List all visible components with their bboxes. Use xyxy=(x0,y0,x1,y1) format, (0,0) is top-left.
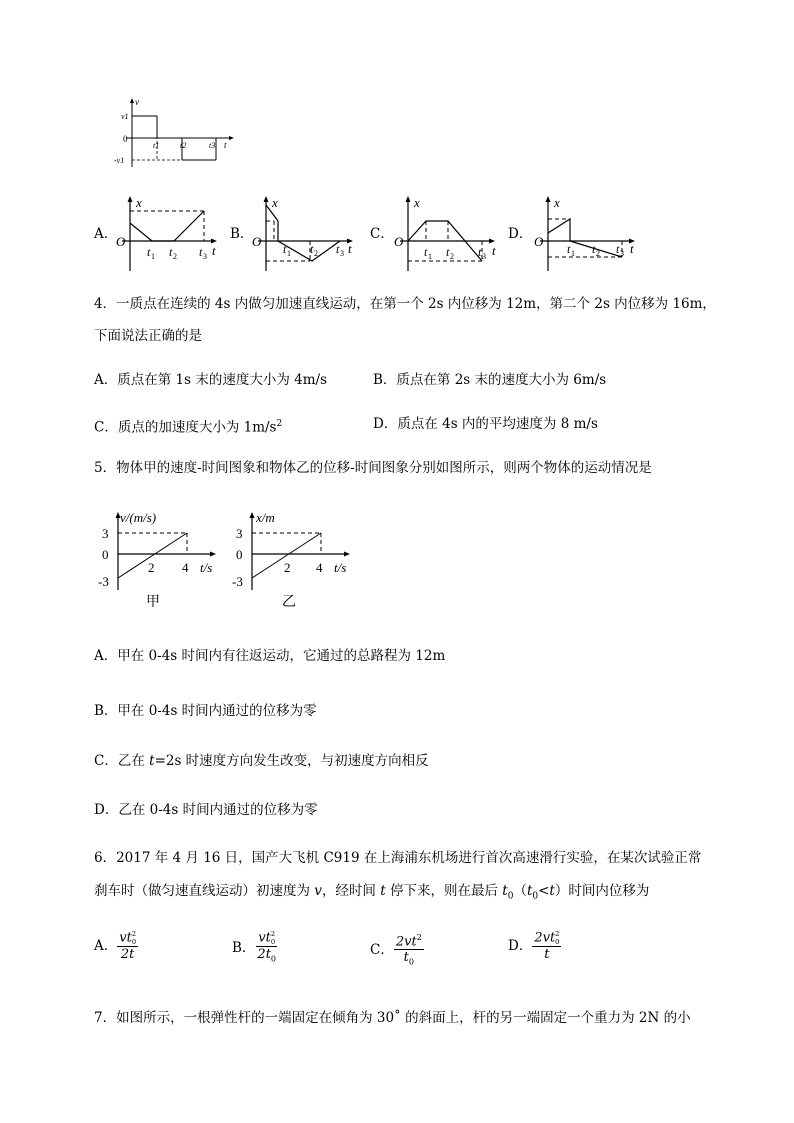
origin-label: 0 xyxy=(123,134,128,144)
yi-y-zero: 0 xyxy=(236,547,243,562)
q3-option-b-graph[interactable] xyxy=(250,193,360,273)
jia-y-top: 3 xyxy=(102,526,109,541)
q6-text-c: 停下来，则在最后 xyxy=(385,883,503,899)
q6-sub-0: 0 xyxy=(507,891,514,902)
q3-option-b-letter[interactable]: B． xyxy=(230,226,254,242)
t3-label: t xyxy=(336,242,340,256)
q5-option-c-post: =2s 时速度方向发生改变，与初速度方向相反 xyxy=(154,753,429,769)
q5-option-b[interactable]: B．甲在 0-4s 时间内通过的位移为零 xyxy=(94,703,317,719)
x-axis-label: x xyxy=(136,195,142,210)
jia-caption: 甲 xyxy=(146,595,160,610)
frac-den: 2t xyxy=(257,947,271,962)
q5-option-c-var: t xyxy=(149,753,155,769)
t3-label: t xyxy=(199,245,203,259)
t1-label: t xyxy=(147,245,151,259)
q4-option-b[interactable]: B．质点在第 2s 末的速度大小为 6m/s xyxy=(373,372,607,388)
t3-sub: 3 xyxy=(620,249,624,258)
q6-stem-line2 xyxy=(94,881,649,907)
q6-option-a[interactable] xyxy=(94,930,138,962)
origin-label: O xyxy=(534,234,544,249)
q6-stem-line1: 6．2017 年 4 月 16 日，国产大飞机 C919 在上海浦东机场进行首次高速滑行实验，在某次试验正常 xyxy=(94,850,702,866)
q6-option-c-fraction xyxy=(394,930,424,970)
frac-num-sup: 2 xyxy=(270,930,276,938)
yi-y-top: 3 xyxy=(236,526,243,541)
t2-label: t2 xyxy=(180,141,187,150)
q6-paren-open: （ xyxy=(513,883,527,899)
q6-option-b-letter: B． xyxy=(232,940,256,957)
q3-option-c-graph[interactable] xyxy=(392,193,502,273)
neg-v1-label: -v1 xyxy=(114,156,125,165)
frac-num-sub: 0 xyxy=(131,938,137,946)
t3-label: t xyxy=(616,242,620,256)
q6-text-j: ）时间内位移为 xyxy=(554,883,650,899)
q4-stem-line2: 下面说法正确的是 xyxy=(94,328,202,344)
t3-label: t3 xyxy=(209,141,216,150)
t1-label: t1 xyxy=(153,141,160,150)
t2-label: t xyxy=(446,245,450,259)
t3-label: t xyxy=(478,245,482,259)
q4-stem-line1: 4．一质点在连续的 4s 内做匀加速直线运动，在第一个 2s 内位移为 12m，第二个 2s 内位移为 16m， xyxy=(94,296,716,312)
q5-option-c[interactable] xyxy=(94,751,429,771)
t1-sub: 1 xyxy=(151,252,155,261)
q6-text-a: 刹车时（做匀速直线运动）初速度为 xyxy=(94,883,315,899)
vt-graph xyxy=(112,95,242,170)
t2-label: t xyxy=(592,242,596,256)
t1-sub: 1 xyxy=(428,252,432,261)
t3-sub: 3 xyxy=(340,249,344,258)
origin-label: O xyxy=(394,234,404,249)
frac-num: vt xyxy=(258,930,271,946)
t-axis-label: t xyxy=(492,243,496,258)
q5-graph-yi xyxy=(230,506,360,611)
q5-graph-jia xyxy=(96,506,226,611)
q4-option-c[interactable] xyxy=(94,414,282,438)
jia-x-end: 4 xyxy=(182,560,189,575)
jia-x-mid: 2 xyxy=(148,560,155,575)
yi-y-label: x/m xyxy=(256,510,275,525)
q6-option-d-letter: D． xyxy=(508,938,533,954)
q5-stem: 5．物体甲的速度-时间图象和物体乙的位移-时间图象分别如图所示，则两个物体的运动情况是 xyxy=(94,460,652,476)
x-axis-label: x xyxy=(272,195,278,210)
q4-option-a[interactable]: A．质点在第 1s 末的速度大小为 4m/s xyxy=(94,372,328,388)
q6-option-d-fraction xyxy=(532,930,561,962)
t2-sub: 2 xyxy=(450,252,454,261)
q6-option-b-fraction xyxy=(255,930,278,967)
frac-num-sub: 0 xyxy=(270,938,276,946)
q6-option-a-letter: A． xyxy=(94,938,118,954)
frac-den-sub: 0 xyxy=(270,954,277,964)
q6-option-d[interactable] xyxy=(508,930,561,962)
yi-x-mid: 2 xyxy=(284,560,291,575)
frac-num: 2vt xyxy=(534,930,556,946)
t1-label: t xyxy=(567,242,571,256)
t-axis-label: t xyxy=(348,241,352,256)
t3-sub: 3 xyxy=(482,252,486,261)
frac-den-sub: 0 xyxy=(408,957,414,967)
frac-den: t xyxy=(403,950,409,966)
q4-option-c-text: C．质点的加速度大小为 1m/s xyxy=(94,419,277,436)
frac-num: 2vt xyxy=(395,934,417,950)
v-axis-label: v xyxy=(135,97,139,107)
q5-option-a[interactable]: A．甲在 0-4s 时间内有往返运动，它通过的总路程为 12m xyxy=(94,648,446,664)
t-axis-label: t xyxy=(630,241,634,256)
jia-y-bottom: -3 xyxy=(98,574,109,589)
frac-den: t xyxy=(544,947,550,962)
q6-var-t: t xyxy=(380,883,386,899)
t1-label: t xyxy=(283,242,287,256)
t3-sub: 3 xyxy=(203,252,207,261)
t1-sub: 1 xyxy=(287,249,291,258)
q6-option-b[interactable] xyxy=(232,930,278,967)
frac-num-sup: 2 xyxy=(416,933,422,942)
t2-sub: 2 xyxy=(314,249,318,258)
q5-option-d[interactable]: D．乙在 0-4s 时间内通过的位移为零 xyxy=(94,802,318,818)
q3-option-d-letter[interactable]: D． xyxy=(508,226,533,242)
jia-y-zero: 0 xyxy=(102,547,109,562)
frac-num: vt xyxy=(119,930,132,946)
q7-stem: 7．如图所示，一根弹性杆的一端固定在倾角为 30˚ 的斜面上，杆的另一端固定一个重力为 2N 的小 xyxy=(94,1010,691,1026)
q3-option-a-letter[interactable]: A． xyxy=(94,226,118,242)
q3-option-d-graph[interactable] xyxy=(532,193,642,273)
t1-sub: 1 xyxy=(571,249,575,258)
origin-label: O xyxy=(116,234,126,249)
q6-option-c[interactable] xyxy=(370,930,424,970)
yi-x-end: 4 xyxy=(316,560,323,575)
jia-y-label: v/(m/s) xyxy=(120,510,157,525)
q3-option-c-letter[interactable]: C． xyxy=(370,226,394,242)
t2-label: t xyxy=(310,242,314,256)
t2-sub: 2 xyxy=(596,249,600,258)
q4-option-d[interactable]: D．质点在 4s 内的平均速度为 8 m/s xyxy=(373,416,598,432)
q6-text-b: ，经时间 xyxy=(321,883,381,899)
frac-num-sub: 0 xyxy=(555,938,560,946)
jia-x-label: t/s xyxy=(200,560,213,575)
origin-label: O xyxy=(252,234,262,249)
t1-label: t xyxy=(424,245,428,259)
frac-num-sup: 2 xyxy=(131,930,137,938)
q6-var-v: v xyxy=(314,883,322,899)
t2-sub: 2 xyxy=(173,252,177,261)
q6-lt: < xyxy=(538,883,550,899)
q6-sub-0b: 0 xyxy=(532,891,539,902)
q6-option-c-letter: C． xyxy=(370,941,394,958)
frac-den: 2t xyxy=(120,947,135,962)
q6-option-a-fraction xyxy=(117,930,138,962)
yi-x-label: t/s xyxy=(334,560,347,575)
q5-option-c-pre: C．乙在 xyxy=(94,753,150,769)
frac-num-sup: 2 xyxy=(555,930,560,938)
q3-option-a-graph[interactable] xyxy=(114,193,224,273)
yi-caption: 乙 xyxy=(282,595,296,610)
q6-var-tc: t xyxy=(549,883,555,899)
x-axis-label: x xyxy=(414,195,420,210)
q6-var-t0: t xyxy=(502,883,508,899)
t2-label: t xyxy=(169,245,173,259)
x-axis-label: x xyxy=(554,195,560,210)
v1-label: v1 xyxy=(121,112,129,121)
yi-y-bottom: -3 xyxy=(232,574,243,589)
q6-var-t0b: t xyxy=(526,883,533,899)
t-axis-label: t xyxy=(212,243,216,258)
t-axis-label: t xyxy=(224,140,227,150)
q4-option-c-sup: 2 xyxy=(276,419,283,429)
